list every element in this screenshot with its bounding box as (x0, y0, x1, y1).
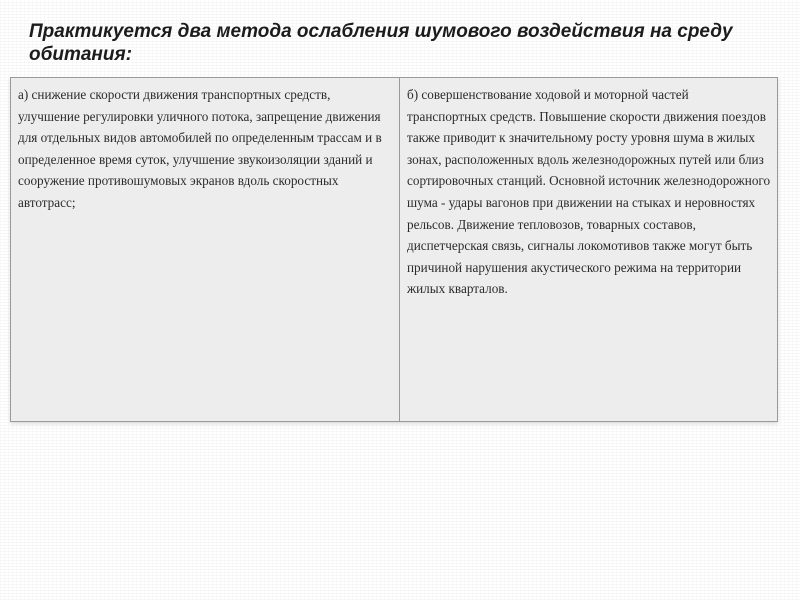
slide-title: Практикуется два метода ослабления шумового воздействия на среду обитания: (29, 21, 733, 65)
method-b-text: б) совершенствование ходовой и моторной частей транспортных средств. Повышение скорости движения поездов также приводит к значительному росту уровня шума в жилых зонах, расположенных вдоль железнодорожных путей или близ сортировочных станций. Основной источник железнодорожного шума - удары вагонов при движении на стыках и неровностях рельсов. Движение тепловозов, товарных составов, диспетчерская связь, сигналы локомотивов также могут быть причиной нарушения акустического режима на территории жилых кварталов. (407, 87, 771, 297)
table-row (11, 78, 778, 422)
method-a-text: а) снижение скорости движения транспортных средств, улучшение регулировки уличного потока, запрещение движения для отдельных видов автомобилей по определенным трассам и в определенное время суток, улучшение звукоизоляции зданий и сооружение противошумовых экранов вдоль скоростных автотрасс; (18, 87, 382, 210)
methods-table (10, 77, 778, 422)
method-b-cell (400, 78, 778, 422)
method-a-cell (11, 78, 400, 422)
